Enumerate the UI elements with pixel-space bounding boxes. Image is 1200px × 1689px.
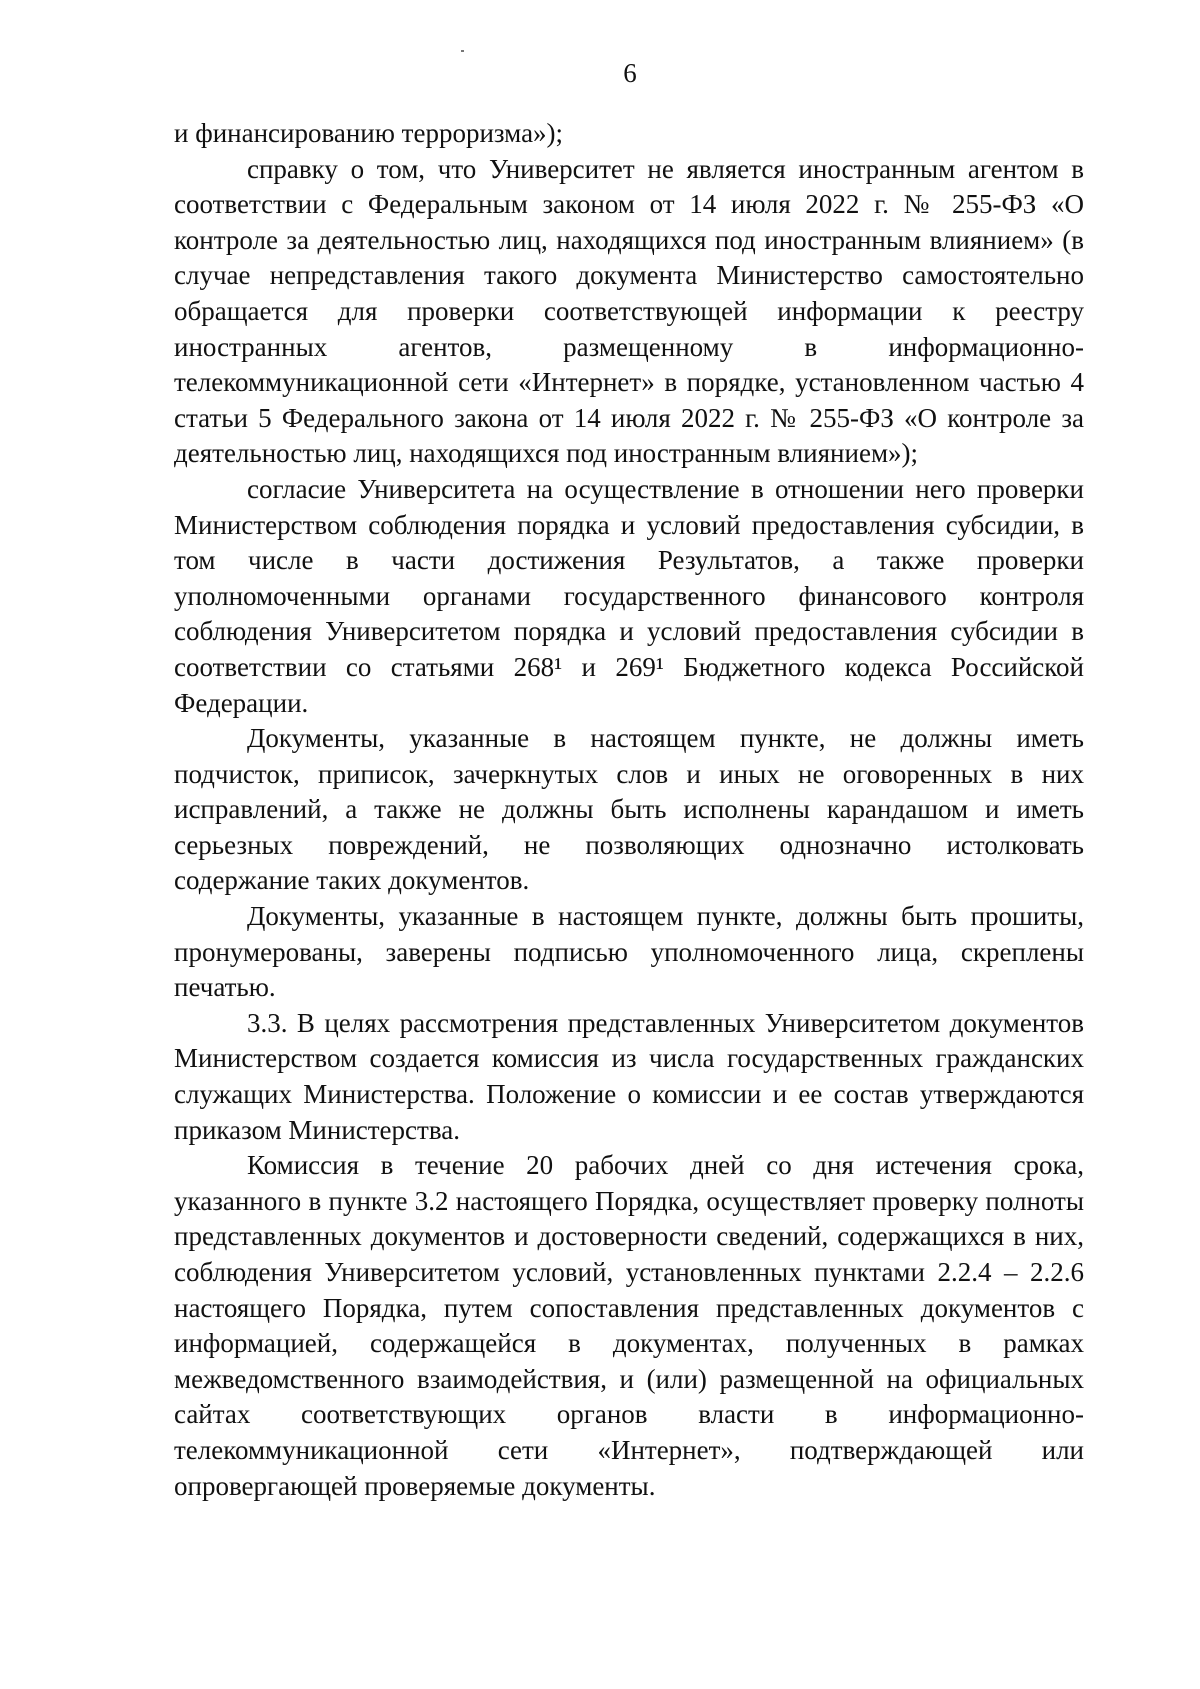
paragraph-document-requirements: Документы, указанные в настоящем пункте, не должны иметь подчисток, приписок, зачеркнутых слов и иных не оговоренных в них исправлений, а также не должны быть исполнены карандашом и иметь серьезных повреждений, не позволяющих однозначно истолковать содержание таких документов. (174, 723, 1084, 896)
paragraph-commission-review: Комиссия в течение 20 рабочих дней со дня истечения срока, указанного в пункте 3.2 настоящего Порядка, осуществляет проверку полноты представленных документов и достоверности сведений, содержащихся в них, соблюдения Университетом условий, установленных пунктами 2.2.4 – 2.2.6 настоящего Порядка, путем сопоставления представленных документов с информацией, содержащейся в документах, полученных в рамках межведомственного взаимодействия, и (или) размещенной на официальных сайтах соответствующих органов власти в информационно-телекоммуникационной сети «Интернет», подтверждающей или опровергающей проверяемые документы. (174, 1150, 1084, 1501)
scan-speck (461, 50, 464, 52)
page-number: 6 (623, 58, 637, 88)
paragraph-financing-terrorism-end: и финансированию терроризма»); (174, 118, 564, 148)
paragraph-inspection-consent: согласие Университета на осуществление в отношении него проверки Министерством соблюдения порядка и условий предоставления субсидии, в том числе в части достижения Результатов, а также проверки уполномоченными органами государственного финансового контроля соблюдения Университетом порядка и условий предоставления субсидии в соответствии со статьями 268¹ и 269¹ Бюджетного кодекса Российской Федерации. (174, 473, 1084, 718)
document-body (174, 116, 1084, 1504)
paragraph-foreign-agent-certificate: справку о том, что Университет не является иностранным агентом в соответствии с Федеральным законом от 14 июля 2022 г. № 255-ФЗ «О контроле за деятельностью лиц, находящихся под иностранным влиянием» (в случае непредставления такого документа Министерство самостоятельно обращается для проверки соответствующей информации к реестру иностранных агентов, размещенному в информационно-телекоммуникационной сети «Интернет» в порядке, установленном частью 4 статьи 5 Федерального закона от 14 июля 2022 г. № 255-ФЗ «О контроле за деятельностью лиц, находящихся под иностранным влиянием»); (174, 153, 1084, 469)
paragraph-section-3-3: 3.3. В целях рассмотрения представленных Университетом документов Министерством создается комиссия из числа государственных гражданских служащих Министерства. Положение о комиссии и ее состав утверждаются приказом Министерства. (174, 1007, 1084, 1145)
paragraph-document-binding: Документы, указанные в настоящем пункте, должны быть прошиты, пронумерованы, заверены подписью уполномоченного лица, скреплены печатью. (174, 901, 1084, 1003)
